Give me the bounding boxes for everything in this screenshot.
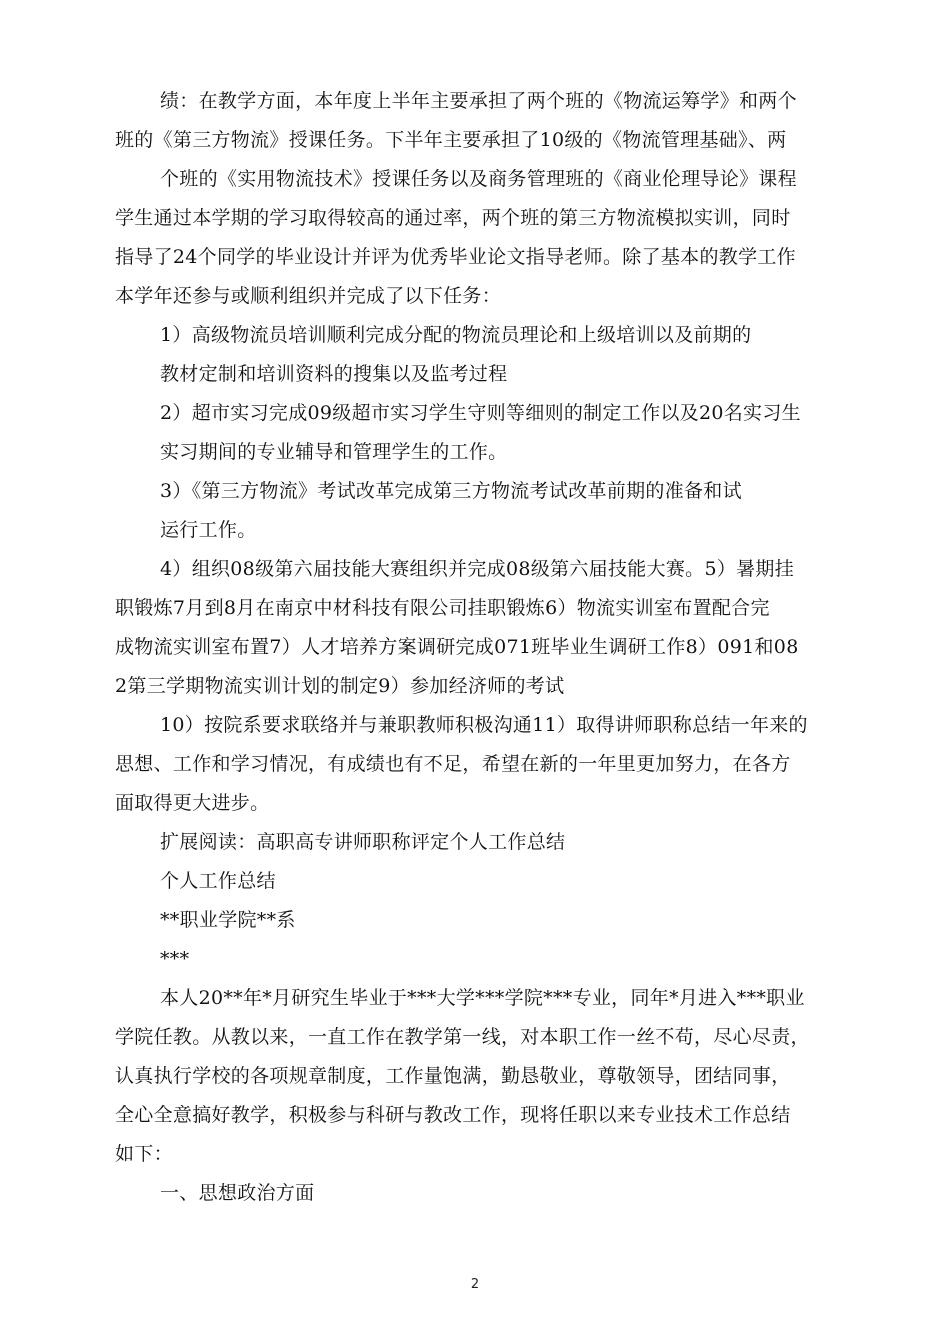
text-line: 全心全意搞好教学，积极参与科研与教改工作，现将任职以来专业技术工作总结 (115, 1104, 791, 1126)
text-line: 4）组织08级第六届技能大赛组织并完成08级第六届技能大赛。5）暑期挂 (160, 558, 795, 580)
text-line: 如下： (115, 1143, 173, 1165)
text-line: *** (160, 948, 190, 970)
text-line: 实习期间的专业辅导和管理学生的工作。 (160, 441, 508, 463)
text-line: 个班的《实用物流技术》授课任务以及商务管理班的《商业伦理导论》课程 (160, 168, 797, 190)
text-line: 面取得更大进步。 (115, 792, 270, 814)
text-line: 学院任教。从教以来，一直工作在教学第一线，对本职工作一丝不苟，尽心尽责， (115, 1026, 810, 1048)
text-line: 思想、工作和学习情况，有成绩也有不足，希望在新的一年里更加努力，在各方 (115, 753, 791, 775)
text-line: 学生通过本学期的学习取得较高的通过率，两个班的第三方物流模拟实训，同时 (115, 207, 791, 229)
text-line: 成物流实训室布置7）人才培养方案调研完成071班毕业生调研工作8）091和08 (115, 636, 799, 658)
text-line: 1）高级物流员培训顺利完成分配的物流员理论和上级培训以及前期的 (160, 324, 752, 346)
text-line: 指导了24个同学的毕业设计并评为优秀毕业论文指导老师。除了基本的教学工作 (115, 246, 796, 268)
text-line: 3）《第三方物流》考试改革完成第三方物流考试改革前期的准备和试 (160, 480, 742, 502)
section-heading: 一、思想政治方面 (160, 1182, 315, 1204)
text-line: 10）按院系要求联络并与兼职教师积极沟通11）取得讲师职称总结一年来的 (160, 714, 808, 736)
page-number: 2 (470, 1277, 480, 1292)
text-line: **职业学院**系 (160, 909, 296, 931)
text-line: 本人20**年*月研究生毕业于***大学***学院***专业，同年*月进入***职业 (160, 987, 805, 1009)
text-line: 扩展阅读：高职高专讲师职称评定个人工作总结 (160, 831, 566, 853)
text-line: 认真执行学校的各项规章制度，工作量饱满，勤恳敬业，尊敬领导，团结同事， (115, 1065, 791, 1087)
text-line: 2第三学期物流实训计划的制定9）参加经济师的考试 (115, 675, 565, 697)
text-line: 本学年还参与或顺利组织并完成了以下任务： (115, 285, 502, 307)
text-line: 教材定制和培训资料的搜集以及监考过程 (160, 363, 508, 385)
text-line: 职锻炼7月到8月在南京中材科技有限公司挂职锻炼6）物流实训室布置配合完 (115, 597, 770, 619)
text-line: 2）超市实习完成09级超市实习学生守则等细则的制定工作以及20名实习生 (160, 402, 801, 424)
text-line: 运行工作。 (160, 519, 257, 541)
text-line: 班的《第三方物流》授课任务。下半年主要承担了10级的《物流管理基础》、两 (115, 129, 787, 151)
text-line: 个人工作总结 (160, 870, 276, 892)
text-line: 绩：在教学方面，本年度上半年主要承担了两个班的《物流运筹学》和两个 (160, 90, 797, 112)
